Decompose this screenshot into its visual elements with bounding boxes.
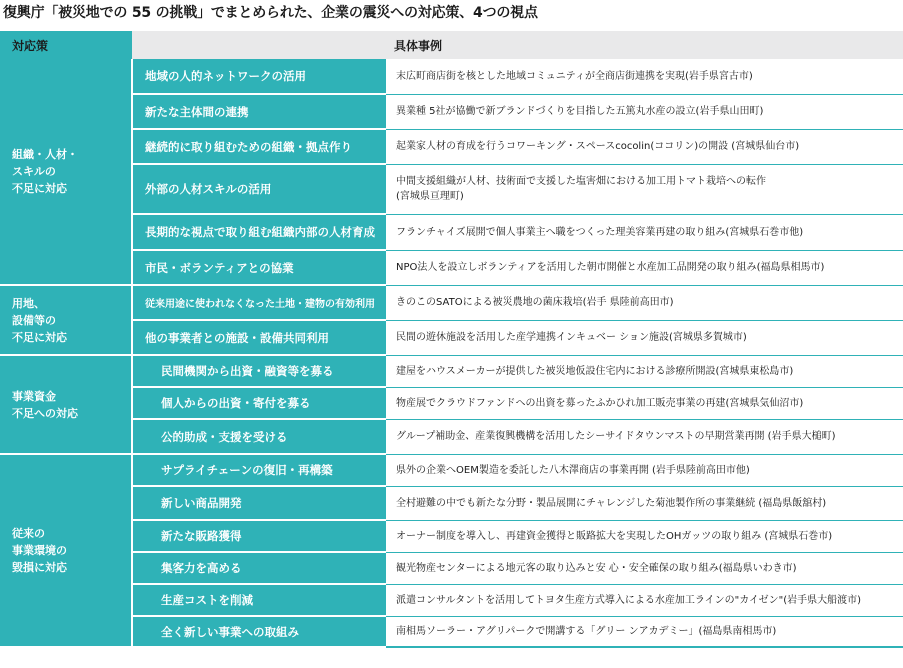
- measure-cell: 民間機関から出資・融資等を募る: [132, 355, 386, 387]
- measure-cell: 地域の人的ネットワークの活用: [132, 59, 386, 94]
- example-cell: 南相馬ソーラー・アグリパークで開講する「グリー ンアカデミー」(福島県南相馬市): [386, 616, 903, 647]
- measure-cell: 市民・ボランティアとの協業: [132, 250, 386, 285]
- table-row: [0, 486, 903, 520]
- measure-cell: 集客力を高める: [132, 552, 386, 584]
- example-cell: 民間の遊休施設を活用した産学連携インキュベー ション施設(宮城県多賀城市): [386, 320, 903, 355]
- example-cell: フランチャイズ展開で個人事業主へ職をつくった理美容業再建の取り組み(宮城県石巻市他): [386, 214, 903, 250]
- measure-cell: 新しい商品開発: [132, 486, 386, 520]
- table-row: [0, 584, 903, 616]
- table-row: [0, 129, 903, 164]
- table-row: [0, 454, 903, 486]
- table-row: [0, 285, 903, 320]
- measure-cell: 個人からの出資・寄付を募る: [132, 387, 386, 419]
- measures-table: [0, 31, 903, 648]
- example-cell: 全村避難の中でも新たな分野・製品展開にチャレンジした菊池製作所の事業継続 (福島県飯舘村): [386, 486, 903, 520]
- table-row: [0, 552, 903, 584]
- category-cell: [0, 355, 132, 454]
- category-cell: [0, 454, 132, 647]
- table-row: [0, 387, 903, 419]
- example-cell: 観光物産センターによる地元客の取り込みと安 心・安全確保の取り組み(福島県いわき市): [386, 552, 903, 584]
- example-cell: 派遣コンサルタントを活用してトヨタ生産方式導入による水産加工ラインの"カイゼン"(岩手県大船渡市): [386, 584, 903, 616]
- example-cell: グループ補助金、産業復興機構を活用したシーサイドタウンマストの早期営業再開 (岩手県大槌町): [386, 419, 903, 454]
- header-category: 対応策: [0, 31, 132, 59]
- category-label: 従来の 事業環境の 毀損に対応: [12, 527, 67, 574]
- example-cell: NPO法人を設立しボランティアを活用した朝市開催と水産加工品開発の取り組み(福島県相馬市): [386, 250, 903, 285]
- table-row: [0, 250, 903, 285]
- category-label: 用地、 設備等の 不足に対応: [12, 296, 67, 344]
- page-title: 復興庁「被災地での 55 の挑戦」でまとめられた、企業の震災への対応策、4つの視点: [3, 5, 538, 21]
- example-cell: 県外の企業へOEM製造を委託した八木澤商店の事業再開 (岩手県陸前高田市他): [386, 454, 903, 486]
- measure-cell: 新たな主体間の連携: [132, 94, 386, 129]
- table-header-row: [0, 31, 903, 59]
- example-cell: 中間支援組織が人材、技術面で支援した塩害畑における加工用トマト栽培への転作 (宮城県亘理町): [386, 164, 903, 214]
- measure-cell: 他の事業者との施設・設備共同利用: [132, 320, 386, 355]
- measure-cell: 継続的に取り組むための組織・拠点作り: [132, 129, 386, 164]
- category-cell: [0, 59, 132, 285]
- table-row: [0, 419, 903, 454]
- measure-cell: サプライチェーンの復旧・再構築: [132, 454, 386, 486]
- measure-cell: 従来用途に使われなくなった土地・建物の有効利用: [132, 285, 386, 320]
- example-cell: オーナー制度を導入し、再建資金獲得と販路拡大を実現したOHガッツの取り組み (宮城県石巻市): [386, 520, 903, 552]
- example-cell: きのこのSATOによる被災農地の菌床栽培(岩手 県陸前高田市): [386, 285, 903, 320]
- measure-cell: 新たな販路獲得: [132, 520, 386, 552]
- header-measure: [132, 31, 386, 59]
- table-row: [0, 520, 903, 552]
- table-row: [0, 94, 903, 129]
- table-row: [0, 164, 903, 214]
- table-row: [0, 616, 903, 647]
- example-cell: 異業種 5社が協働で新ブランドづくりを目指した五篤丸水産の設立(岩手県山田町): [386, 94, 903, 129]
- category-label: 組織・人材・ スキルの 不足に対応: [12, 148, 78, 195]
- measure-cell: 公的助成・支援を受ける: [132, 419, 386, 454]
- category-label: 事業資金 不足への対応: [12, 389, 78, 420]
- example-cell: 起業家人材の育成を行うコワーキング・スペースcocolin(ココリン)の開設 (宮城県仙台市): [386, 129, 903, 164]
- measure-cell: 全く新しい事業への取組み: [132, 616, 386, 647]
- example-cell: 建屋をハウスメーカーが提供した被災地仮設住宅内における診療所開設(宮城県東松島市): [386, 355, 903, 387]
- category-cell: [0, 285, 132, 355]
- table-row: [0, 320, 903, 355]
- table-row: [0, 355, 903, 387]
- measure-cell: 外部の人材スキルの活用: [132, 164, 386, 214]
- example-cell: 末広町商店街を核とした地域コミュニティが全商店街連携を実現(岩手県宮古市): [386, 59, 903, 94]
- example-cell: 物産展でクラウドファンドへの出資を募ったふかひれ加工販売事業の再建(宮城県気仙沼市): [386, 387, 903, 419]
- table-row: [0, 59, 903, 94]
- measure-cell: 長期的な視点で取り組む組織内部の人材育成: [132, 214, 386, 250]
- header-example: 具体事例: [386, 31, 903, 59]
- table-row: [0, 214, 903, 250]
- measure-cell: 生産コストを削減: [132, 584, 386, 616]
